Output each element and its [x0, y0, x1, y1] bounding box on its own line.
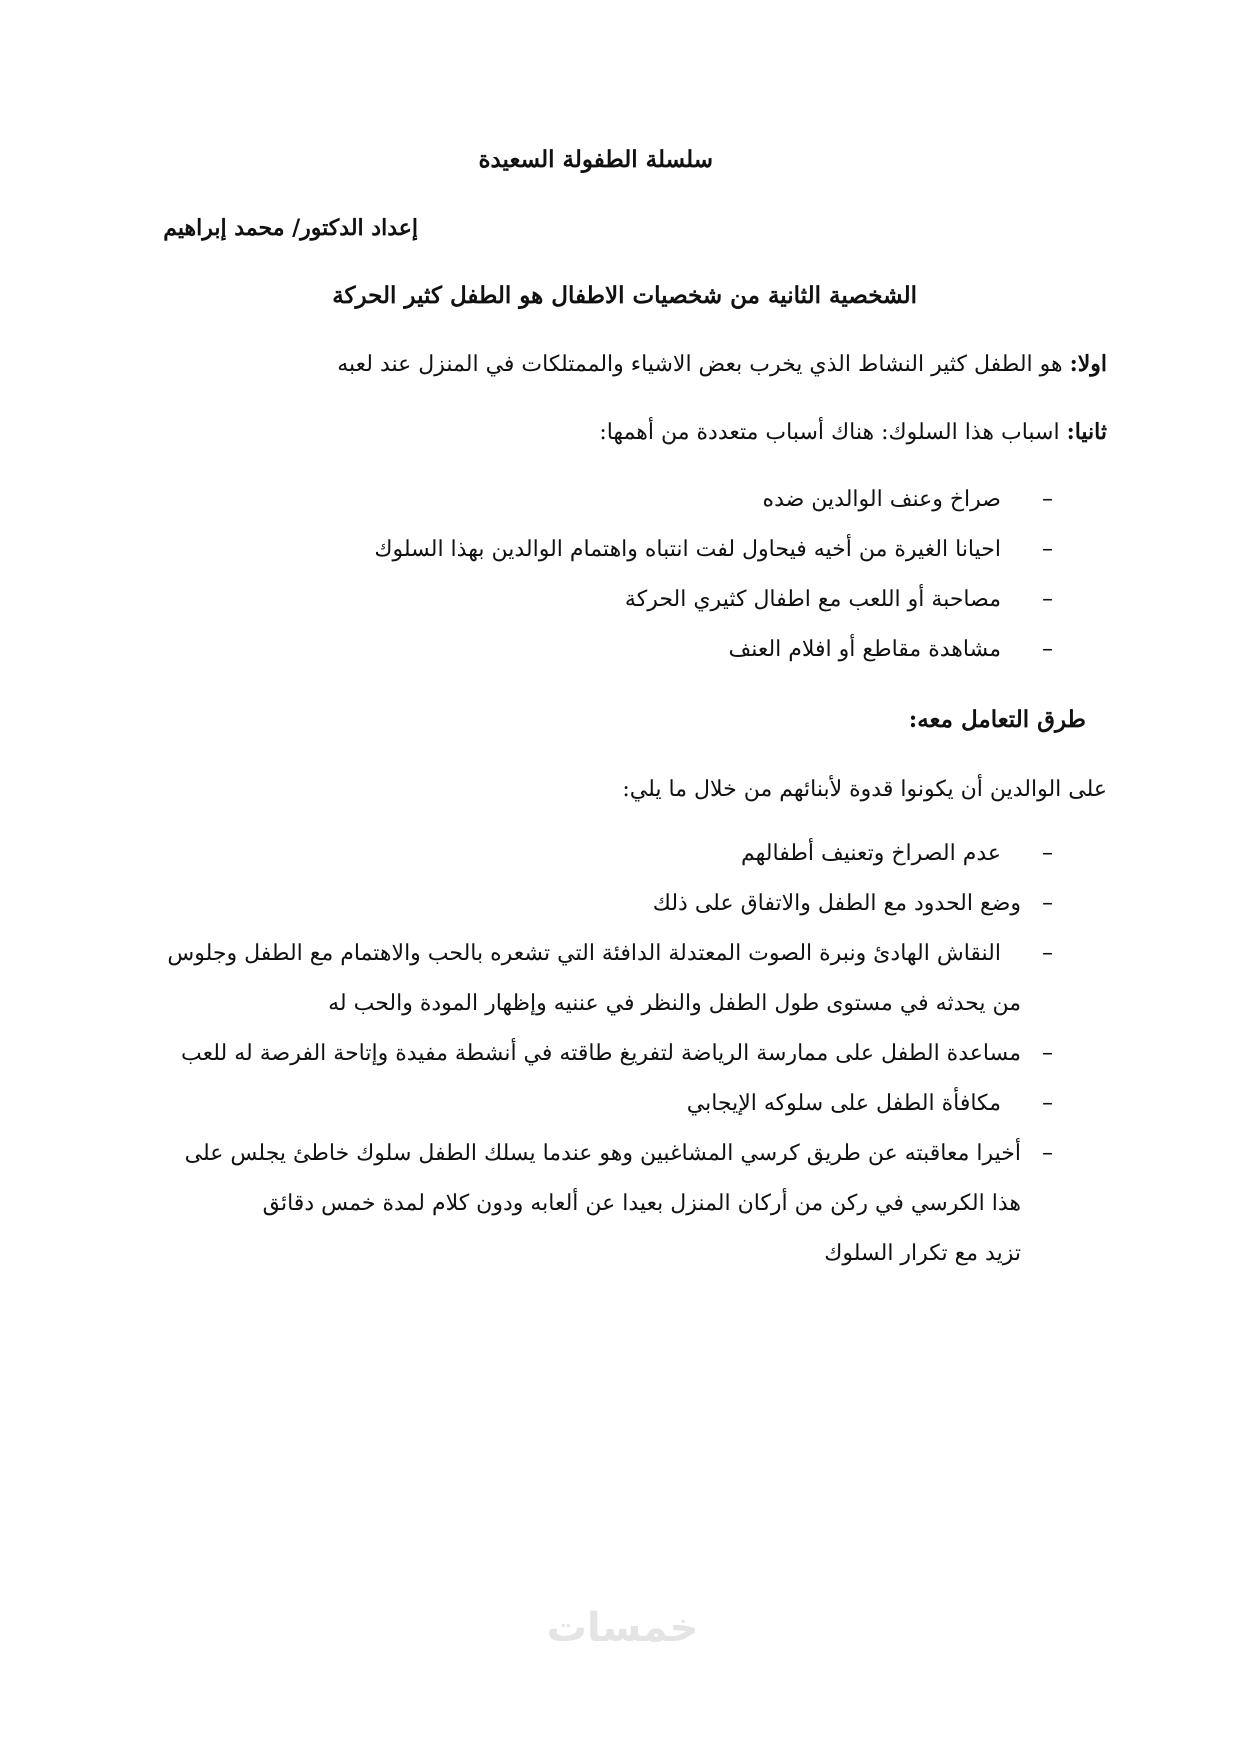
author-line: إعداد الدكتور/ محمد إبراهيم: [163, 215, 418, 241]
main-heading: الشخصية الثانية من شخصيات الاطفال هو الطفل كثير الحركة: [332, 282, 917, 309]
bullet-dash: –: [1042, 487, 1053, 512]
methods-heading: طرق التعامل معه:: [908, 706, 1086, 733]
first-paragraph: [337, 349, 1107, 380]
bullet-dash: –: [1042, 891, 1053, 916]
bullet-dash: –: [1042, 637, 1053, 662]
bullet-dash: –: [1042, 841, 1053, 866]
bullet-dash: –: [1042, 1091, 1053, 1116]
bullet-dash: –: [1042, 537, 1053, 562]
cause-item-4: مشاهدة مقاطع أو افلام العنف: [728, 637, 1001, 662]
method-item-6-line-1: أخيرا معاقبته عن طريق كرسي المشاغبين وهو عندما يسلك الطفل سلوك خاطئ يجلس على: [184, 1141, 1021, 1166]
cause-item-3: مصاحبة أو اللعب مع اطفال كثيري الحركة: [624, 587, 1001, 612]
second-paragraph: [599, 417, 1107, 448]
method-item-3-line-2: من يحدثه في مستوى طول الطفل والنظر في عننيه وإظهار المودة والحب له: [328, 991, 1021, 1016]
second-text-after: هناك أسباب متعددة من أهمها:: [599, 420, 875, 445]
method-item-4: مساعدة الطفل على ممارسة الرياضة لتفريغ طاقته في أنشطة مفيدة وإتاحة الفرصة له للعب: [181, 1041, 1021, 1066]
watermark-logo: خمسات: [546, 1605, 699, 1651]
first-text: هو الطفل كثير النشاط الذي يخرب بعض الاشياء والممتلكات في المنزل عند لعبه: [337, 352, 1063, 377]
series-title: سلسلة الطفولة السعيدة: [478, 146, 713, 173]
method-item-5: مكافأة الطفل على سلوكه الإيجابي: [686, 1091, 1001, 1116]
first-label: اولا:: [1069, 351, 1107, 377]
bullet-dash: –: [1042, 1041, 1053, 1066]
methods-intro: على الوالدين أن يكونوا قدوة لأبنائهم من خلال ما يلي:: [622, 777, 1107, 802]
bullet-dash: –: [1042, 1141, 1053, 1166]
bullet-dash: –: [1042, 941, 1053, 966]
cause-item-1: صراخ وعنف الوالدين ضده: [762, 487, 1001, 512]
bullet-dash: –: [1042, 587, 1053, 612]
method-item-1: عدم الصراخ وتعنيف أطفالهم: [741, 841, 1001, 866]
cause-item-2: احيانا الغيرة من أخيه فيحاول لفت انتباه واهتمام الوالدين بهذا السلوك: [374, 537, 1001, 562]
second-text-before: اسباب هذا السلوك:: [881, 420, 1060, 445]
second-label: ثانيا:: [1066, 419, 1107, 445]
method-item-3-line-1: النقاش الهادئ ونبرة الصوت المعتدلة الدافئة التي تشعره بالحب والاهتمام مع الطفل وجلوس: [167, 941, 1001, 966]
method-item-6-line-3: تزيد مع تكرار السلوك: [824, 1241, 1021, 1266]
method-item-2: وضع الحدود مع الطفل والاتفاق على ذلك: [652, 891, 1021, 916]
method-item-6-line-2: هذا الكرسي في ركن من أركان المنزل بعيدا عن ألعابه ودون كلام لمدة خمس دقائق: [262, 1191, 1021, 1216]
